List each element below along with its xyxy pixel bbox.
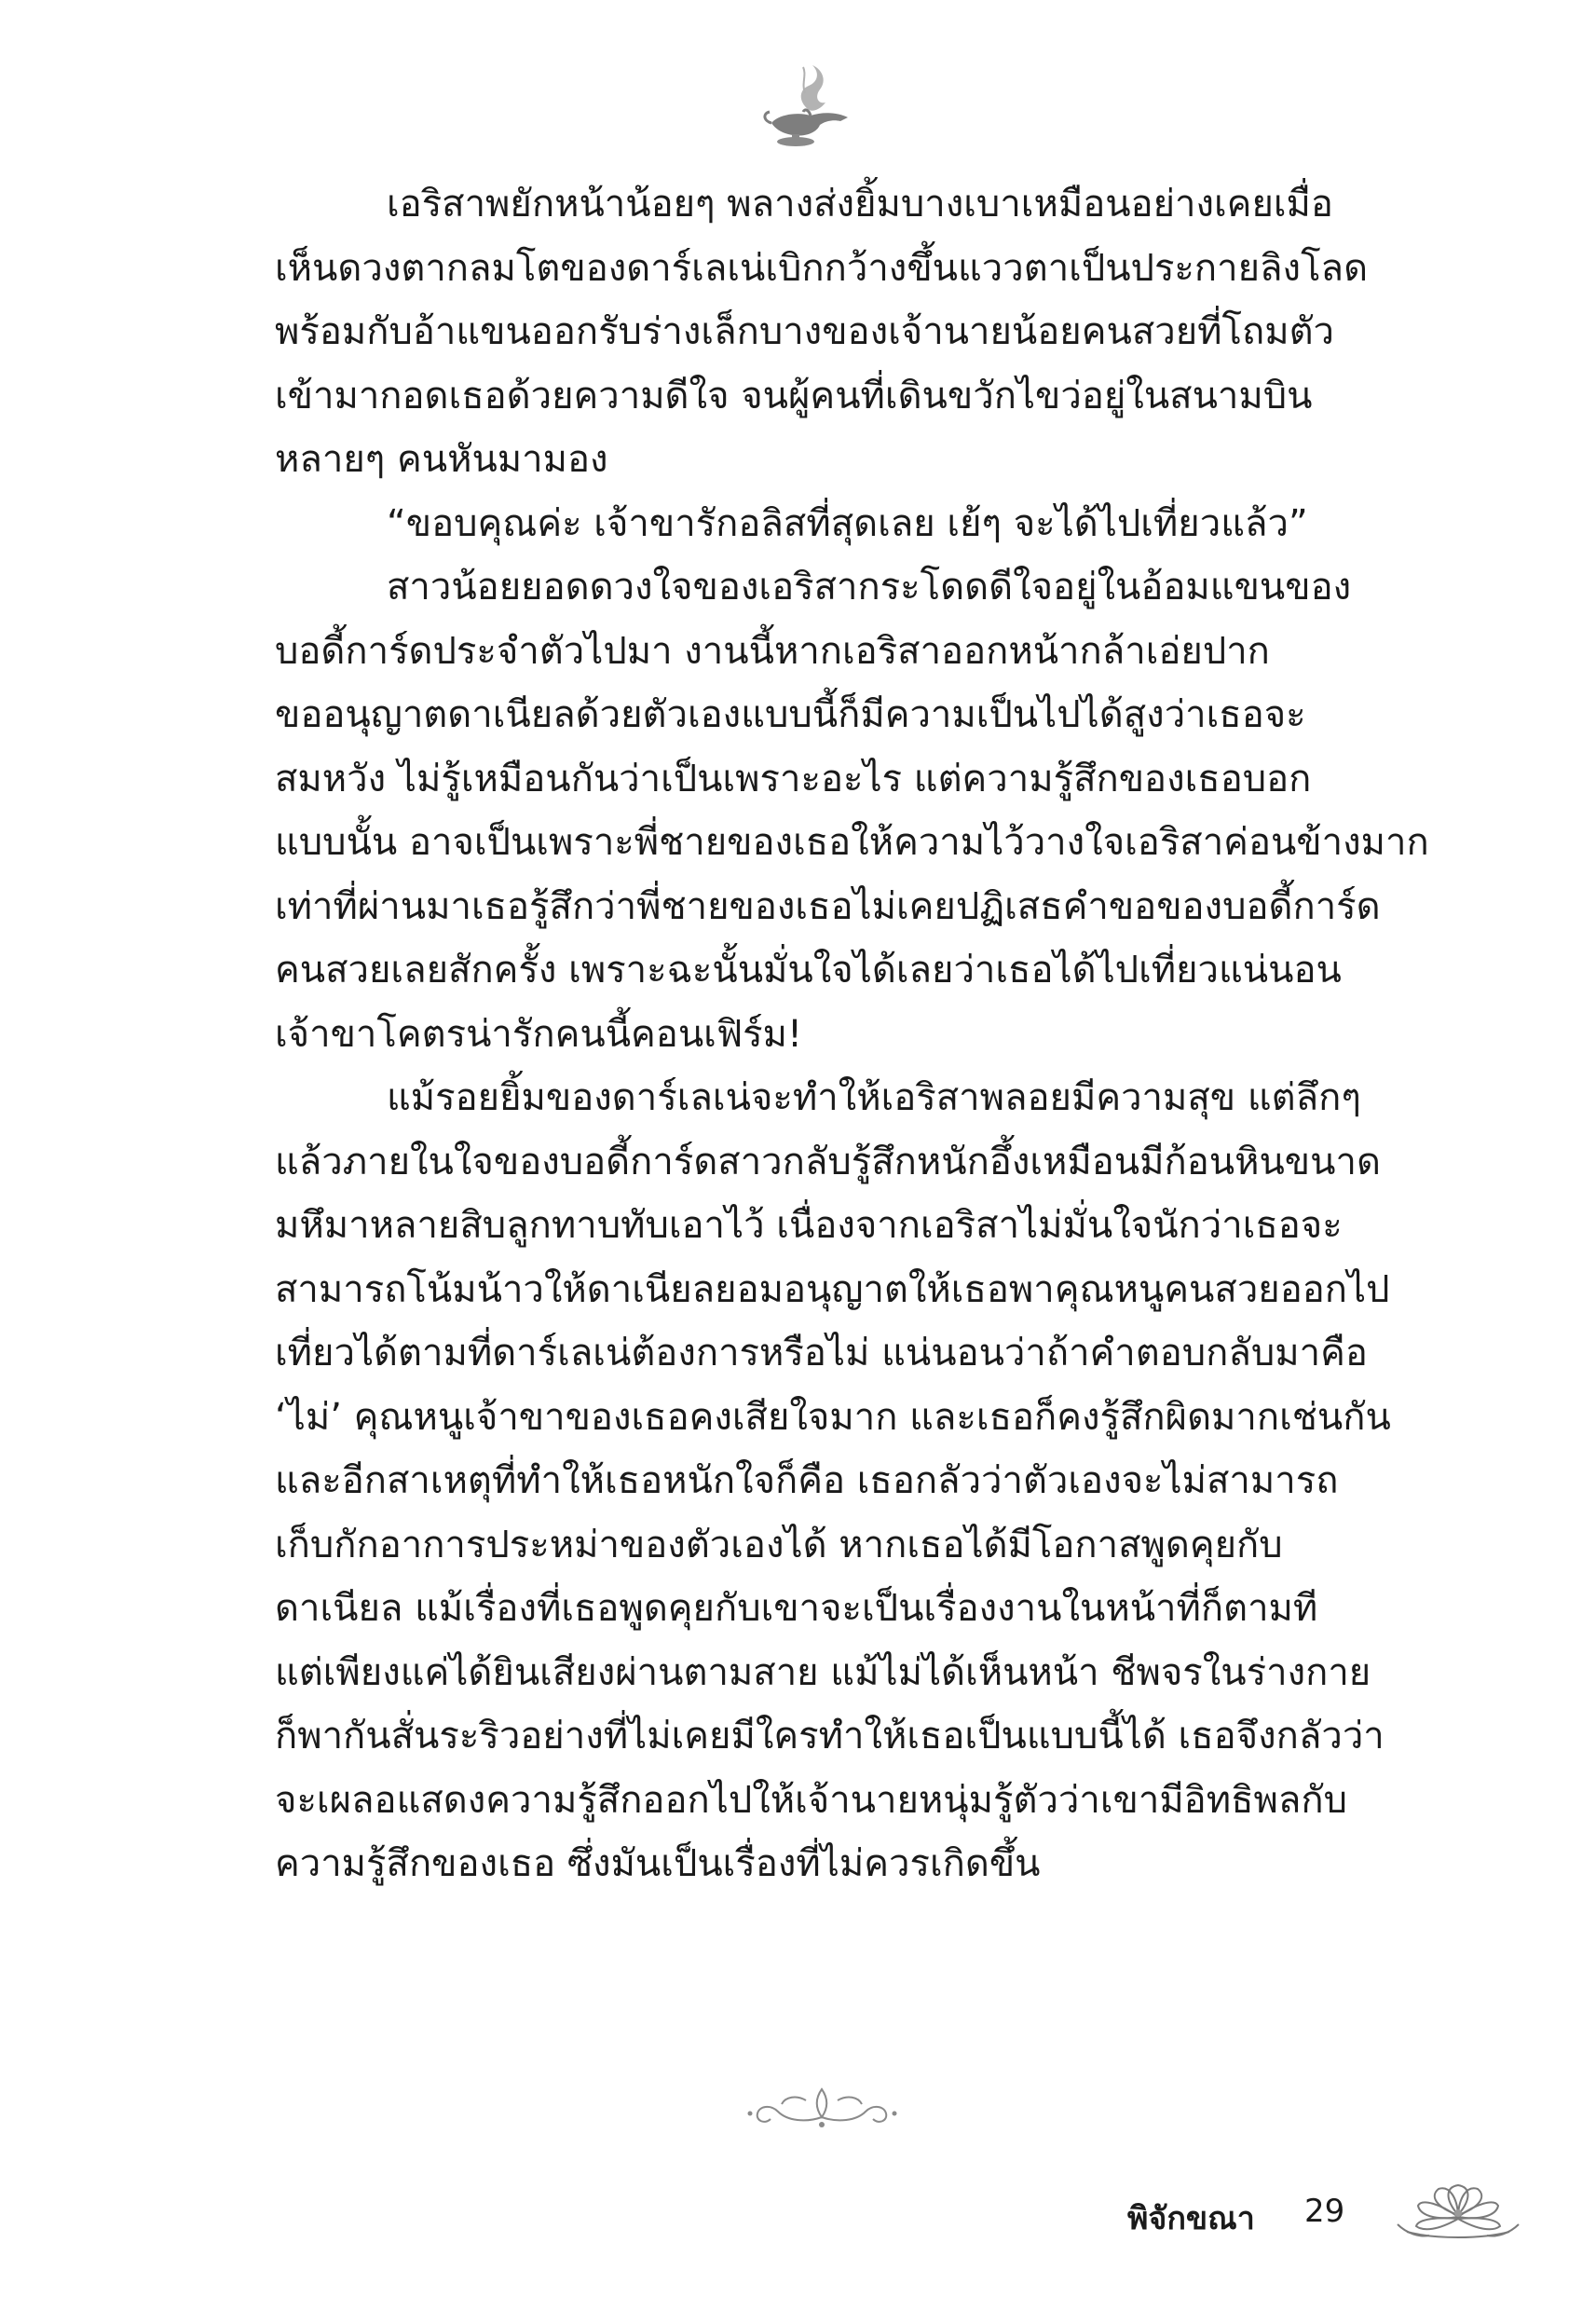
text-line: คนสวยเลยสักครั้ง เพราะฉะนั้นมั่นใจได้เลยว่าเธอได้ไปเที่ยวแน่นอน	[275, 949, 1342, 991]
text-line: แบบนั้น อาจเป็นเพราะพี่ชายของเธอให้ความไว้วางใจเอริสาค่อนข้างมาก	[275, 821, 1429, 864]
page-number: 29	[1304, 2193, 1345, 2230]
dialogue-line: “ขอบคุณค่ะ เจ้าขารักอลิสที่สุดเลย เย้ๆ จะได้ไปเที่ยวแล้ว”	[387, 501, 1308, 545]
text-line: เท่าที่ผ่านมาเธอรู้สึกว่าพี่ชายของเธอไม่เคยปฏิเสธคำขอของบอดี้การ์ด	[275, 884, 1381, 928]
text-line: เข้ามากอดเธอด้วยความดีใจ จนผู้คนที่เดินขวักไขว่อยู่ในสนามบิน	[275, 374, 1313, 417]
text-line: แม้รอยยิ้มของดาร์เลเน่จะทำให้เอริสาพลอยมีความสุข แต่ลึกๆ	[387, 1076, 1361, 1119]
flower-icon	[1388, 2180, 1528, 2245]
text-line: มหึมาหลายสิบลูกทาบทับเอาไว้ เนื่องจากเอริสาไม่มั่นใจนักว่าเธอจะ	[275, 1204, 1343, 1247]
text-line: แล้วภายในใจของบอดี้การ์ดสาวกลับรู้สึกหนักอึ้งเหมือนมีก้อนหินขนาด	[275, 1140, 1381, 1183]
body-text	[275, 172, 1429, 1896]
text-line: สมหวัง ไม่รู้เหมือนกันว่าเป็นเพราะอะไร แต่ความรู้สึกของเธอบอก	[275, 757, 1312, 800]
text-line: สาวน้อยยอดดวงใจของเอริสากระโดดดีใจอยู่ในอ้อมแขนของ	[387, 566, 1352, 609]
text-line: ขออนุญาตดาเนียลด้วยตัวเองแบบนี้ก็มีความเป็นไปได้สูงว่าเธอจะ	[275, 693, 1306, 736]
page-footer	[1071, 2185, 1556, 2260]
text-line: เก็บกักอาการประหม่าของตัวเองได้ หากเธอได้มีโอกาสพูดคุยกับ	[275, 1523, 1283, 1566]
text-line: ดาเนียล แม้เรื่องที่เธอพูดคุยกับเขาจะเป็นเรื่องงานในหน้าที่ก็ตามที	[275, 1587, 1318, 1630]
flourish-divider-icon	[741, 2080, 904, 2136]
text-line: เห็นดวงตากลมโตของดาร์เลเน่เบิกกว้างขึ้นแววตาเป็นประกายลิงโลด	[275, 246, 1369, 290]
text-line: เที่ยวได้ตามที่ดาร์เลเน่ต้องการหรือไม่ แน่นอนว่าถ้าคำตอบกลับมาคือ	[275, 1332, 1368, 1374]
text-line: ‘ไม่’ คุณหนูเจ้าขาของเธอคงเสียใจมาก และเธอก็คงรู้สึกผิดมากเช่นกัน	[275, 1395, 1391, 1439]
text-line: ก็พากันสั่นระริวอย่างที่ไม่เคยมีใครทำให้เธอเป็นแบบนี้ได้ เธอจึงกลัวว่า	[275, 1715, 1385, 1757]
text-line: แต่เพียงแค่ได้ยินเสียงผ่านตามสาย แม้ไม่ได้เห็นหน้า ชีพจรในร่างกาย	[275, 1650, 1371, 1694]
text-line: สามารถโน้มน้าวให้ดาเนียลยอมอนุญาตให้เธอพาคุณหนูคนสวยออกไป	[275, 1267, 1390, 1311]
genie-lamp-icon	[751, 56, 863, 158]
text-line: เอริสาพยักหน้าน้อยๆ พลางส่งยิ้มบางเบาเหมือนอย่างเคยเมื่อ	[387, 183, 1333, 226]
text-line: หลายๆ คนหันมามอง	[275, 438, 608, 481]
text-line: เจ้าขาโคตรน่ารักคนนี้คอนเฟิร์ม!	[275, 1012, 803, 1056]
text-line: จะเผลอแสดงความรู้สึกออกไปให้เจ้านายหนุ่มรู้ตัวว่าเขามีอิทธิพลกับ	[275, 1778, 1347, 1822]
text-line: และอีกสาเหตุที่ทำให้เธอหนักใจก็คือ เธอกลัวว่าตัวเองจะไม่สามารถ	[275, 1459, 1339, 1502]
text-line: ความรู้สึกของเธอ ซึ่งมันเป็นเรื่องที่ไม่ควรเกิดขึ้น	[275, 1842, 1041, 1885]
text-line: พร้อมกับอ้าแขนออกรับร่างเล็กบางของเจ้านายน้อยคนสวยที่โถมตัว	[275, 310, 1335, 353]
book-title: พิจักขณา	[1127, 2200, 1255, 2237]
text-line: บอดี้การ์ดประจำตัวไปมา งานนี้หากเอริสาออกหน้ากล้าเอ่ยปาก	[275, 629, 1270, 673]
